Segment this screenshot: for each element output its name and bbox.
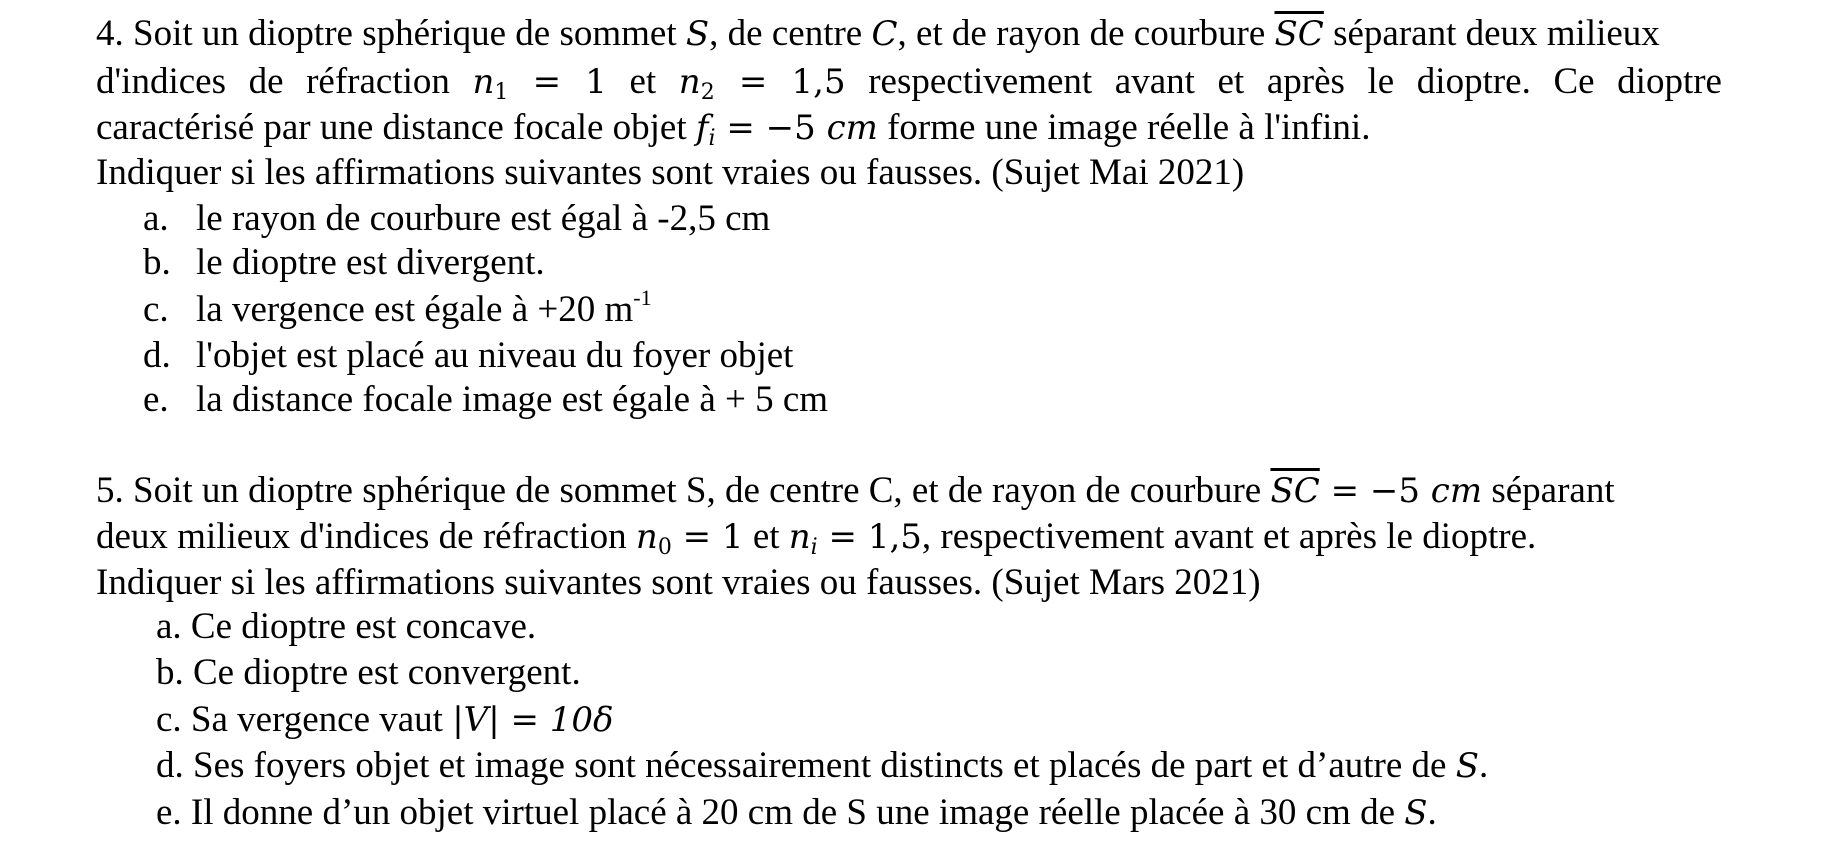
math-symbol: C <box>871 14 898 54</box>
q4-text: séparant deux milieux <box>1323 13 1660 54</box>
option-text <box>196 287 652 332</box>
option-text <box>156 697 614 743</box>
option-text <box>156 790 1437 836</box>
math-symbol: S <box>1404 793 1428 833</box>
math-symbol: $\overline{SC}$ <box>1274 14 1324 54</box>
q5-text: deux milieux d'indices de réfraction <box>96 516 636 557</box>
q5-line-1 <box>96 468 1722 514</box>
unit-exponent: -1 <box>633 285 652 310</box>
q5-text: et <box>743 516 789 557</box>
math-subscript: i <box>810 535 818 560</box>
math-symbol: n <box>472 62 495 102</box>
q4-line-1 <box>96 11 1722 57</box>
option-text-end: . <box>1427 792 1437 833</box>
q5-text: 5. Soit un dioptre sphérique de sommet S, de centre C, et de rayon de courbure <box>96 470 1271 511</box>
q4-text: d'indices de réfraction <box>96 61 473 102</box>
option-label: d. <box>143 335 171 376</box>
math-expression: = 1 <box>508 62 607 102</box>
option-text: le rayon de courbure est égal à -2,5 cm <box>196 198 771 239</box>
q4-line-3 <box>96 105 1722 151</box>
option-text-main: c. Sa vergence vaut <box>156 699 453 740</box>
option-label: e. <box>143 379 169 420</box>
math-unit: cm <box>1430 471 1483 511</box>
q4-line-2 <box>96 59 1722 105</box>
math-symbol: S <box>685 14 710 54</box>
q4-text: caractérisé par une distance focale objet <box>96 107 696 148</box>
math-unit: cm <box>826 108 878 148</box>
option-text: b. Ce dioptre est convergent. <box>156 652 581 693</box>
math-subscript: i <box>708 126 716 151</box>
option-text: le dioptre est divergent. <box>196 242 545 283</box>
math-symbol: n <box>635 517 658 557</box>
q5-line-2 <box>96 514 1722 560</box>
option-text-main: e. Il donne d’un objet virtuel placé à 20 cm de S une image réelle placée à 30 cm de <box>156 792 1405 833</box>
option-text: a. Ce dioptre est concave. <box>156 606 537 647</box>
option-label: b. <box>143 242 171 283</box>
math-expression: |V| = 10δ <box>452 700 614 740</box>
q4-text: 4. Soit un dioptre sphérique de sommet <box>96 13 686 54</box>
q5-instruction: Indiquer si les affirmations suivantes sont vraies ou fausses. (Sujet Mars 2021) <box>96 562 1261 603</box>
math-symbol: n <box>678 62 701 102</box>
option-label: c. <box>143 289 169 330</box>
q4-text: forme une image réelle à l'infini. <box>877 107 1371 148</box>
q4-instruction: Indiquer si les affirmations suivantes sont vraies ou fausses. (Sujet Mai 2021) <box>96 152 1245 193</box>
math-subscript: 1 <box>494 80 509 105</box>
option-text-main: la vergence est égale à +20 m <box>196 289 634 330</box>
math-expression: = −5 <box>1319 471 1431 511</box>
math-symbol: f <box>695 108 709 148</box>
option-text-end: . <box>1479 745 1489 786</box>
q4-text: , et de rayon de courbure <box>897 13 1275 54</box>
q4-text: , de centre <box>709 13 872 54</box>
q5-text: , respectivement avant et après le dioptre. <box>921 516 1537 557</box>
option-text-main: d. Ses foyers objet et image sont nécessairement distincts et placés de part et d’autre de <box>156 745 1456 786</box>
q4-text: respectivement avant et après le dioptre. Ce dioptre <box>845 61 1722 102</box>
math-symbol: n <box>788 517 811 557</box>
q4-text: et <box>606 61 679 102</box>
math-symbol: S <box>1455 746 1479 786</box>
math-expression: = −5 <box>715 108 827 148</box>
option-text: la distance focale image est égale à + 5 cm <box>196 379 829 420</box>
math-subscript: 2 <box>700 80 715 105</box>
math-subscript: 0 <box>657 535 672 560</box>
option-text: l'objet est placé au niveau du foyer objet <box>196 335 794 376</box>
q5-text: séparant <box>1482 470 1615 511</box>
math-expression: = 1,5 <box>714 62 846 102</box>
math-symbol: $\overline{SC}$ <box>1270 471 1320 511</box>
option-text <box>156 743 1488 789</box>
math-expression: = 1,5 <box>817 517 922 557</box>
math-expression: = 1 <box>671 517 744 557</box>
option-label: a. <box>143 198 169 239</box>
